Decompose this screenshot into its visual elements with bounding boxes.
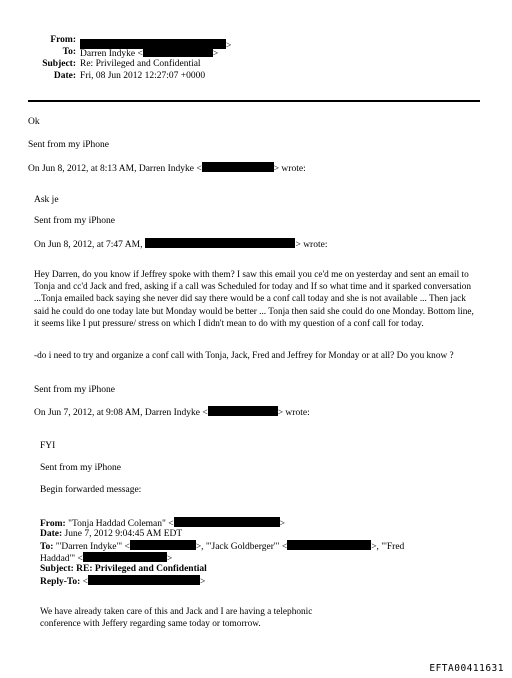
signature-3: Sent from my iPhone bbox=[34, 385, 116, 395]
subject-label: Subject: bbox=[42, 59, 76, 69]
signature-1: Sent from my iPhone bbox=[28, 140, 110, 150]
fwd-to-line-2 bbox=[40, 552, 172, 564]
fwd-replyto-label: Reply-To: bbox=[40, 577, 81, 587]
fwd-from-label: From: bbox=[40, 519, 66, 529]
subject-value: Re: Privileged and Confidential bbox=[80, 59, 201, 69]
fwd-to-label: To: bbox=[40, 542, 54, 552]
reply-ask-je: Ask je bbox=[34, 195, 59, 205]
quote-prefix: On Jun 8, 2012, at 7:47 AM, bbox=[34, 240, 143, 250]
document-id: EFTA00411631 bbox=[429, 663, 504, 674]
close-bracket: > bbox=[212, 49, 219, 59]
redaction-box bbox=[202, 162, 274, 172]
quote-line-3 bbox=[34, 406, 310, 418]
date-value: Fri, 08 Jun 2012 12:27:07 +0000 bbox=[80, 71, 206, 81]
from-label: From: bbox=[50, 35, 76, 45]
fwd-message-body: We have already taken care of this and Jack and I are having a telephonic conference with Jeffery regarding same today or tomorrow. bbox=[40, 607, 313, 630]
to-value bbox=[80, 47, 218, 59]
redaction-box bbox=[130, 540, 196, 550]
fwd-to-recipient-3-cont: Haddad'" < bbox=[40, 554, 83, 564]
quote-prefix: On Jun 7, 2012, at 9:08 AM, Darren Indyke < bbox=[34, 408, 208, 418]
fwd-to-recipient-1: "'Darren Indyke'" < bbox=[55, 542, 130, 552]
fwd-replyto-value: < bbox=[82, 577, 89, 587]
to-label: To: bbox=[62, 47, 76, 57]
redaction-box bbox=[143, 47, 213, 57]
quote-line-1 bbox=[28, 162, 306, 174]
header-divider bbox=[28, 100, 480, 102]
quote-line-2 bbox=[34, 238, 327, 250]
redaction-box bbox=[208, 406, 278, 416]
redaction-box bbox=[174, 517, 280, 527]
message-paragraph-1: Hey Darren, do you know if Jeffrey spoke with them? I saw this email you ce'd me on yesterday and sent an email to Tonja and cc'd Jack and fred, asking if a call was Scheduled for today and If so what time and it sparked conversation ...Tonja emailed back saying she never did say there would be a conf call today and she is not available ... Then jack said he could do one today late but Monday would be better ... Tonja then said she could do one Monday. Bottom line, it seems like I put pressure/ stress on which I didn't mean to do with my question of a conf call for today. bbox=[34, 270, 474, 329]
fwd-subject-line bbox=[40, 564, 207, 574]
message-paragraph-2: -do i need to try and organize a conf call with Tonja, Jack, Fred and Jeffrey for Monday or at all? Do you know ? bbox=[34, 351, 454, 361]
close-bracket: > bbox=[279, 519, 285, 529]
fwd-to-recipient-3: >, "'Fred bbox=[371, 542, 405, 552]
fwd-to-recipient-2: >, "'Jack Goldberger'" < bbox=[195, 542, 288, 552]
to-text: Darren Indyke < bbox=[80, 49, 143, 59]
signature-2: Sent from my iPhone bbox=[34, 216, 116, 226]
quote-prefix: On Jun 8, 2012, at 8:13 AM, Darren Indyke < bbox=[28, 164, 202, 174]
quote-suffix: > wrote: bbox=[273, 164, 306, 174]
redaction-box bbox=[88, 575, 200, 585]
date-label: Date: bbox=[53, 71, 76, 81]
fwd-date-value: June 7, 2012 9:04:45 AM EDT bbox=[64, 529, 183, 539]
redaction-box bbox=[287, 540, 371, 550]
reply-ok: Ok bbox=[28, 117, 40, 127]
begin-forwarded: Begin forwarded message: bbox=[40, 485, 142, 495]
reply-fyi: FYI bbox=[40, 441, 56, 451]
fwd-to-line bbox=[40, 540, 404, 552]
fwd-from-line bbox=[40, 517, 285, 529]
fwd-replyto-line bbox=[40, 575, 205, 587]
close-bracket: > bbox=[226, 41, 232, 51]
fwd-subject-value: RE: Privileged and Confidential bbox=[76, 564, 207, 574]
fwd-date-line bbox=[40, 529, 182, 539]
fwd-subject-label: Subject: bbox=[40, 564, 74, 574]
fwd-from-value: "Tonja Haddad Coleman" < bbox=[68, 519, 174, 529]
signature-4: Sent from my iPhone bbox=[40, 463, 122, 473]
fwd-date-label: Date: bbox=[40, 529, 63, 539]
quote-suffix: > wrote: bbox=[295, 240, 328, 250]
close-bracket: > bbox=[200, 577, 206, 587]
quote-suffix: > wrote: bbox=[277, 408, 310, 418]
close-bracket: > bbox=[166, 554, 173, 564]
redaction-box bbox=[145, 238, 295, 248]
redaction-box bbox=[83, 552, 167, 562]
